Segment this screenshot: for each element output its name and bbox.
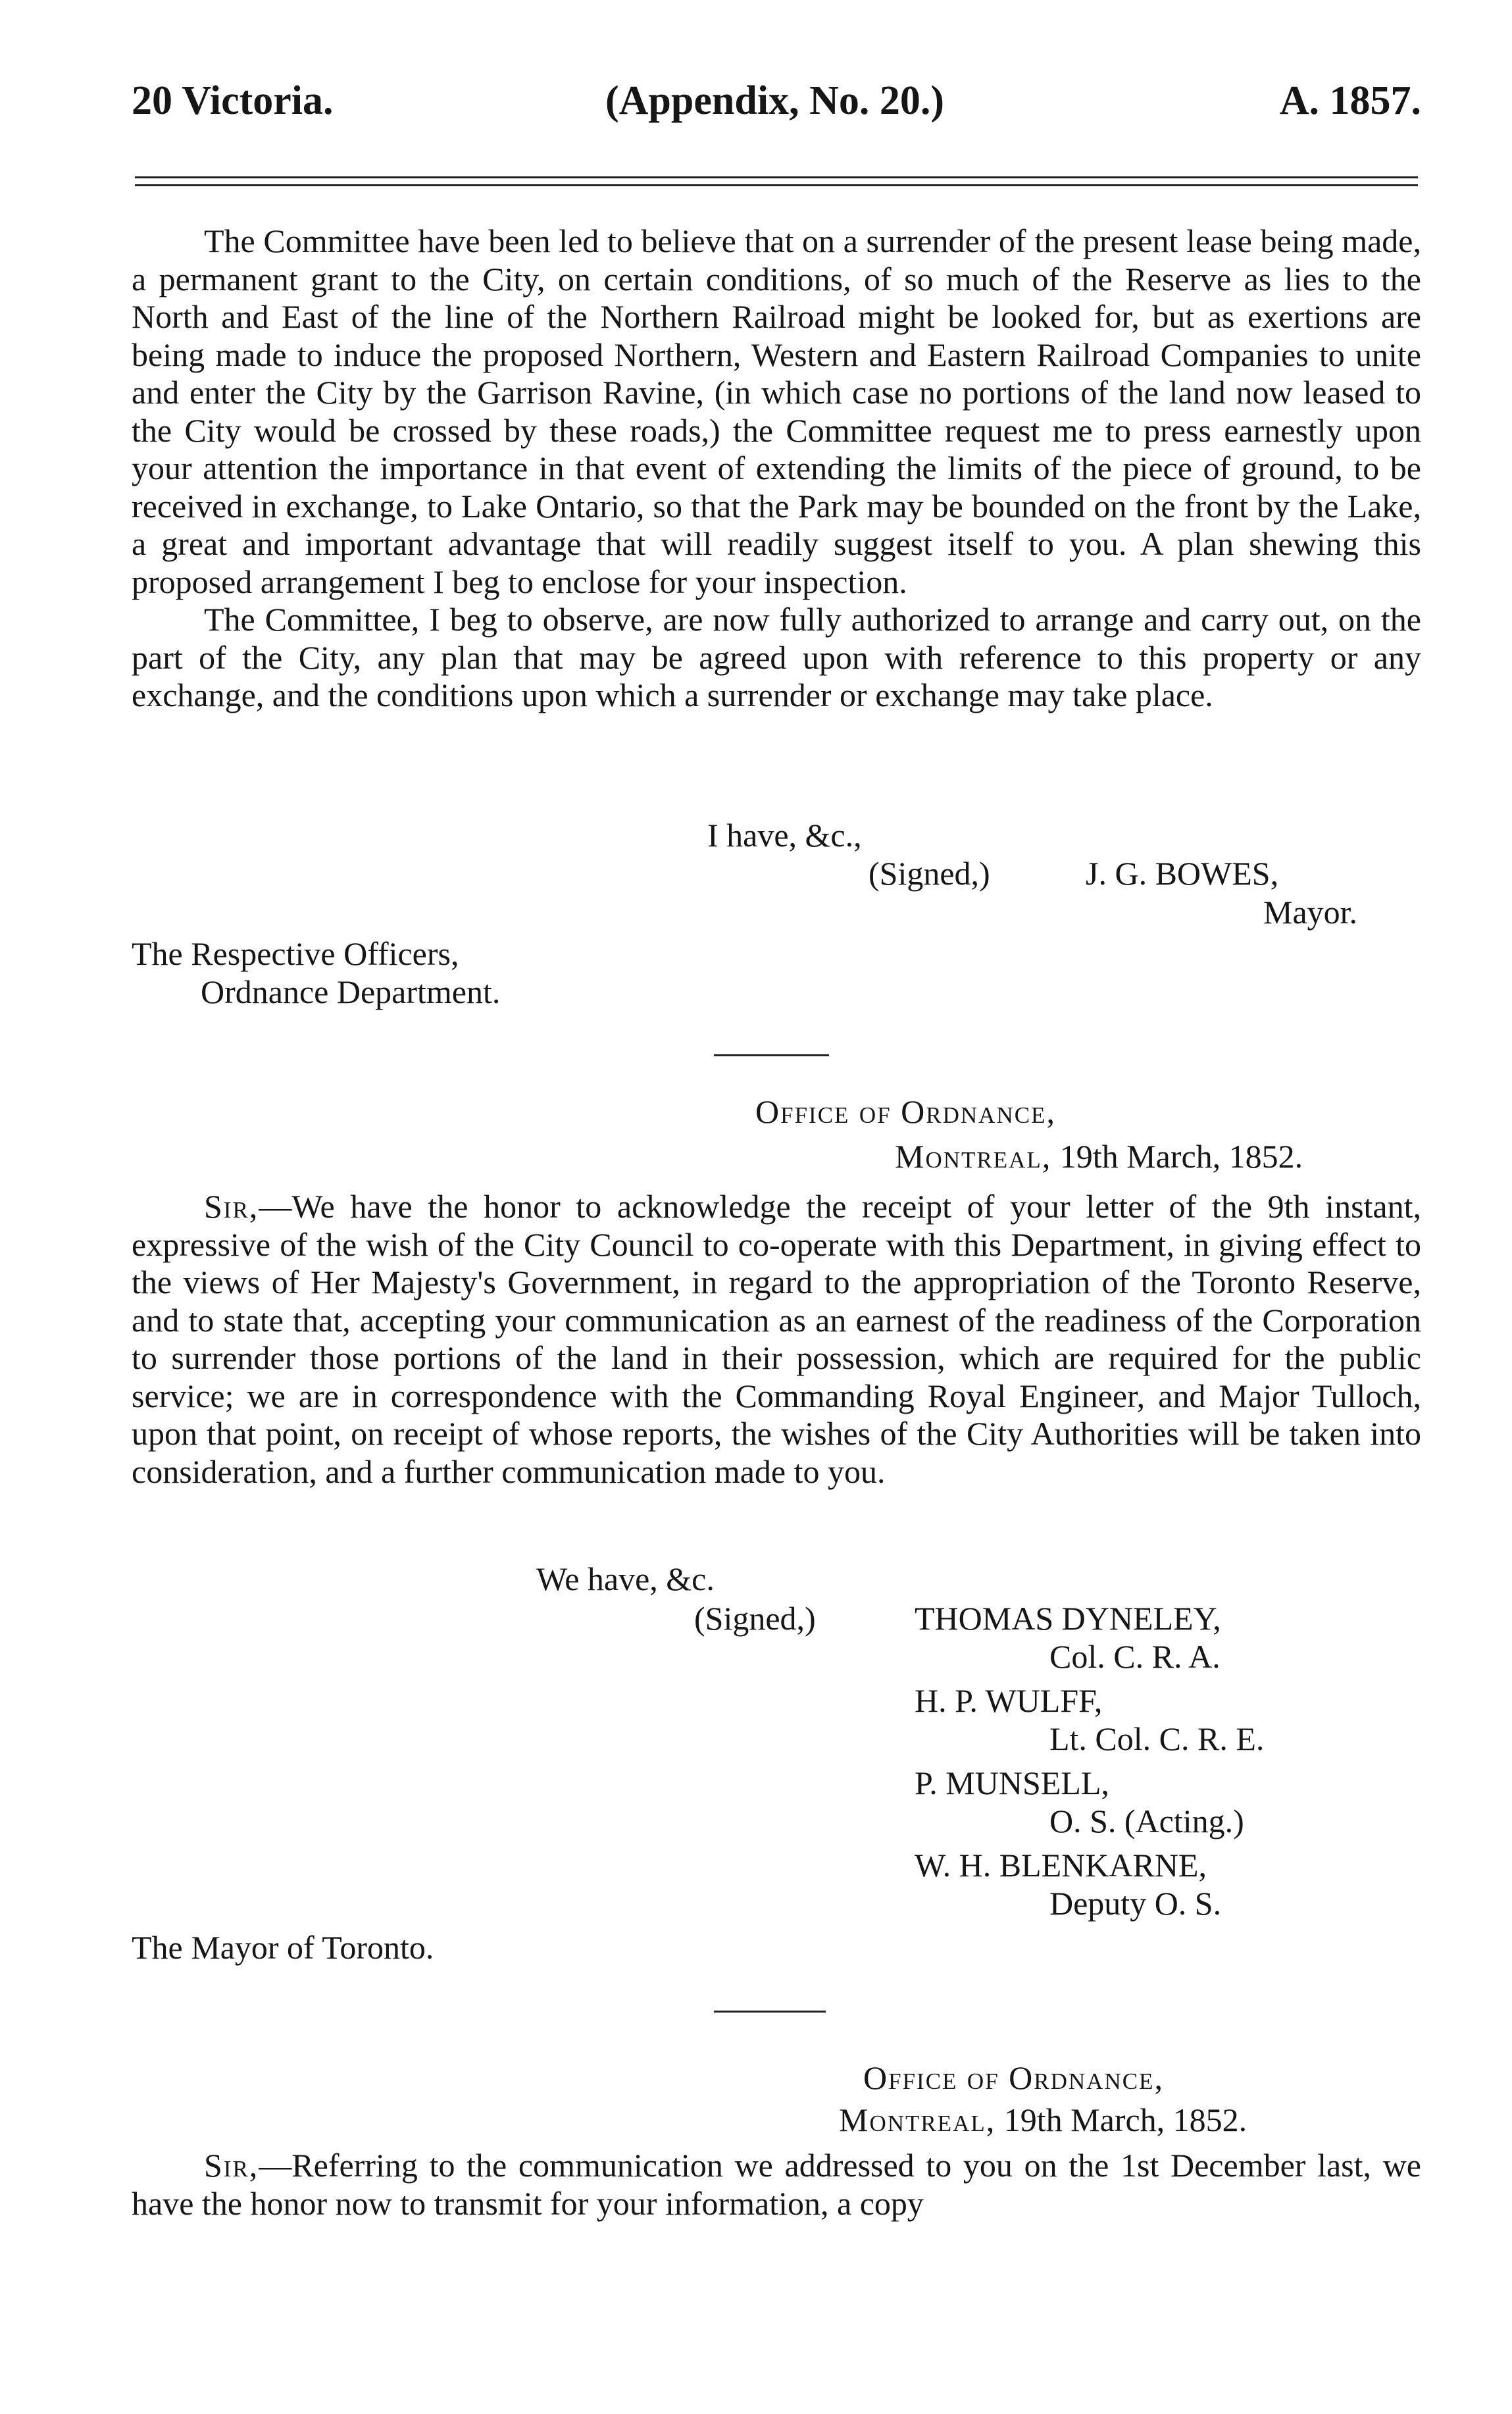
letter1-signatory-name: J. G. BOWES, [1086,855,1279,892]
section-divider [714,2011,826,2013]
letter2-signed: (Signed,) [694,1600,816,1637]
letter3-date: 19th March, 1852. [1003,2101,1247,2138]
letter3-salutation: Sir, [204,2147,259,2184]
year-label: A. 1857. [1279,78,1421,123]
signatory-title: Deputy O. S. [1049,1885,1222,1922]
signatory-name: W. H. BLENKARNE, [915,1847,1207,1884]
letter2-date: 19th March, 1852. [1059,1138,1303,1175]
letter1-signatory-title: Mayor. [1263,894,1358,931]
letter2-addressee: The Mayor of Toronto. [132,1929,434,1966]
letter1-paragraph-1: The Committee have been led to believe that on a surrender of the present lease being made, a permanent grant to the City, on certain conditions, of so much of the Reserve as lies to the North and East of the line of the Northern Railroad might be looked for, but as exertions are being made to induce the proposed Northern, Western and Eastern Railroad Companies to unite and enter the City by the Garrison Ravine, (in which case no portions of the land now leased to the City would be crossed by these roads,) the Committee request me to press earnestly upon your attention the importance in that event of extending the limits of the piece of ground, to be received in exchange, to Lake Ontario, so that the Park may be bounded on the front by the Lake, a great and important advantage that will readily suggest itself to you. A plan shewing this proposed arrangement I beg to enclose for your inspection. [132,222,1421,600]
running-head [132,78,1421,130]
signatory-title: Lt. Col. C. R. E. [1049,1720,1265,1757]
letter3-place: Montreal, [839,2101,996,2138]
header-rule-bottom [135,184,1418,186]
letter3-body [132,2147,1421,2222]
letter2-body [132,1188,1421,1491]
signatory-title: Col. C. R. A. [1049,1638,1221,1675]
letter2-place: Montreal, [895,1138,1052,1175]
letter3-paragraph: —Referring to the communication we addressed to you on the 1st December last, we have the honor now to transmit for your information, a copy [132,2147,1421,2222]
signatory-name: THOMAS DYNELEY, [915,1600,1221,1637]
session-label: 20 Victoria. [132,78,334,123]
header-rule-top [135,176,1418,178]
letter1-signed: (Signed,) [869,855,990,892]
letter1-body [132,222,1421,715]
signatory-name: P. MUNSELL, [915,1764,1109,1801]
letter1-closing: I have, &c., [707,817,862,854]
letter2-salutation: Sir, [204,1188,259,1225]
signatory-title: O. S. (Acting.) [1049,1803,1244,1839]
section-divider [714,1054,829,1056]
signatory-name: H. P. WULFF, [915,1682,1103,1719]
appendix-label: (Appendix, No. 20.) [605,78,945,123]
letter3-dateline [839,2101,1247,2139]
letter2-office-heading: Office of Ordnance, [755,1093,1056,1130]
letter1-addressee-line-1: The Respective Officers, [132,935,459,972]
letter2-dateline [895,1137,1303,1175]
letter2-paragraph: —We have the honor to acknowledge the receipt of your letter of the 9th instant, expressive of the wish of the City Council to co-operate with this Department, in giving effect to the views of Her Majesty's Government, in regard to the appropriation of the Toronto Reserve, and to state that, accepting your communication as an earnest of the readiness of the Corporation to surrender those portions of the land in their possession, which are required for the public service; we are in correspondence with the Commanding Royal Engineer, and Major Tulloch, upon that point, on receipt of whose reports, the wishes of the City Authorities will be taken into consideration, and a further communication made to you. [132,1188,1421,1490]
letter1-paragraph-2: The Committee, I beg to observe, are now fully authorized to arrange and carry out, on the part of the City, any plan that may be agreed upon with reference to this property or any exchange, and the conditions upon which a surrender or exchange may take place. [132,601,1421,713]
letter2-closing: We have, &c. [536,1560,715,1597]
letter3-office-heading: Office of Ordnance, [863,2059,1164,2096]
letter1-addressee-line-2: Ordnance Department. [201,973,501,1010]
